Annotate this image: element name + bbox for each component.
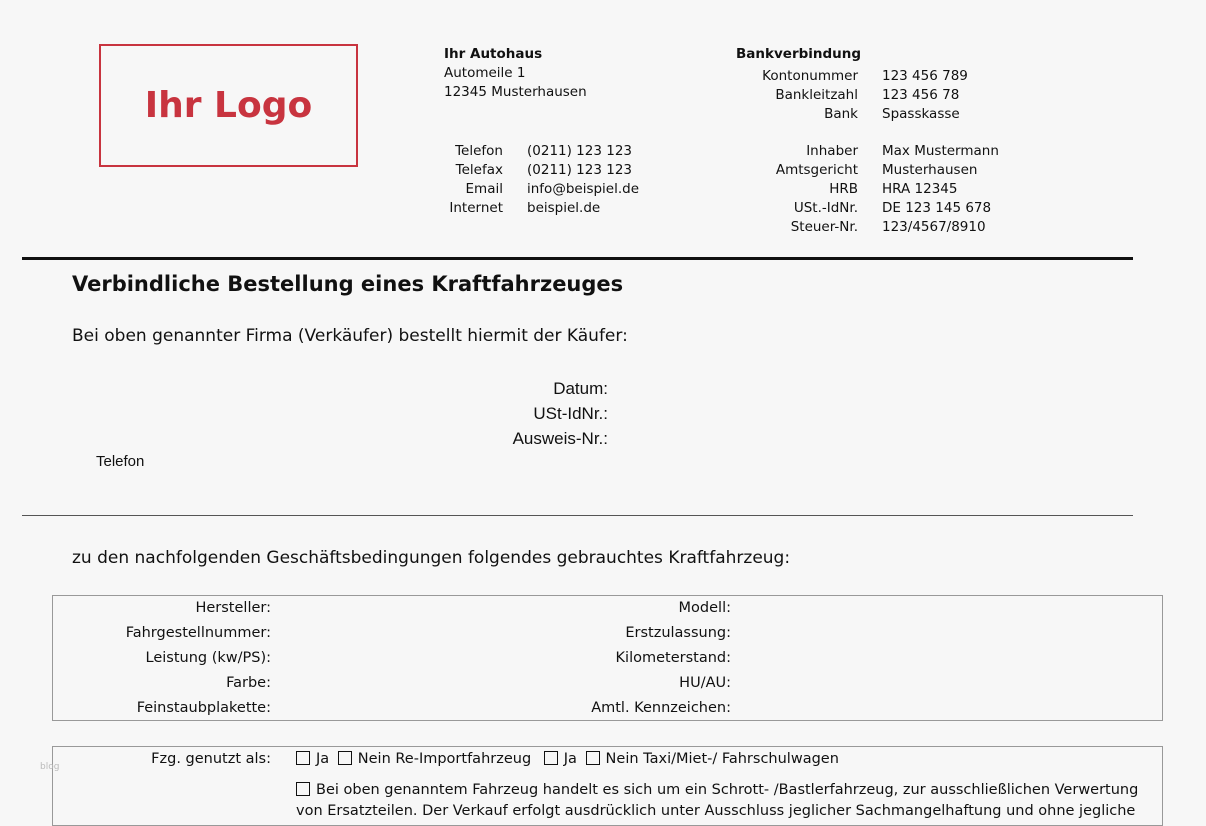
usage-options xyxy=(296,747,839,772)
ja-reimport-label: Ja xyxy=(316,751,330,767)
legal-value: Musterhausen xyxy=(882,162,978,178)
bank-label: Bank xyxy=(824,106,858,122)
legal-label: Steuer-Nr. xyxy=(790,219,858,235)
watermark: blog xyxy=(40,762,60,772)
contact-values xyxy=(527,142,639,218)
legal-label: Inhaber xyxy=(806,143,858,159)
scrap-line-2: von Ersatzteilen. Der Verkauf erfolgt ausdrücklich unter Ausschluss jeglicher Sachmangelhaftung und ohne jegliche xyxy=(296,803,1136,819)
bank-value: Spasskasse xyxy=(882,106,960,122)
contact-phone: (0211) 123 123 xyxy=(527,143,633,159)
vehicle-label: Amtl. Kennzeichen: xyxy=(591,700,731,716)
nein-taxi-label: Nein Taxi/Miet-/ Fahrschulwagen xyxy=(605,751,839,767)
bank-value: 123 456 789 xyxy=(882,68,968,84)
section-divider xyxy=(22,515,1133,516)
buyer-field-date: Datum: xyxy=(553,379,608,398)
legal-value: DE 123 145 678 xyxy=(882,200,992,216)
vehicle-label: Leistung (kw/PS): xyxy=(145,650,271,666)
bank-label: Bankleitzahl xyxy=(775,87,858,103)
bank-labels xyxy=(730,67,858,124)
vehicle-label: Modell: xyxy=(678,600,731,616)
contact-email: info@beispiel.de xyxy=(527,181,640,197)
legal-value: Max Mustermann xyxy=(882,143,999,159)
contact-label: Internet xyxy=(449,200,503,216)
buyer-phone-label: Telefon xyxy=(96,453,145,470)
ja-taxi-label: Ja xyxy=(563,751,577,767)
usage-label: Fzg. genutzt als: xyxy=(151,751,271,767)
scrap-line-1: Bei oben genanntem Fahrzeug handelt es sich um ein Schrott- /Bastlerfahrzeug, zur ausschließlichen Verwertung xyxy=(316,782,1139,798)
contact-label: Telefax xyxy=(455,162,503,178)
bank-label: Kontonummer xyxy=(762,68,858,84)
legal-labels xyxy=(730,142,858,237)
bank-values xyxy=(882,67,968,124)
nein-taxi-checkbox[interactable] xyxy=(586,751,600,765)
contact-label: Telefon xyxy=(455,143,503,159)
nein-reimport-checkbox[interactable] xyxy=(338,751,352,765)
legal-label: HRB xyxy=(829,181,858,197)
vehicle-left-labels xyxy=(60,596,271,721)
bank-heading: Bankverbindung xyxy=(736,46,862,62)
vehicle-label: HU/AU: xyxy=(679,675,731,691)
contact-labels xyxy=(430,142,503,218)
buyer-field-vat: USt-IdNr.: xyxy=(533,404,608,423)
intro-text: Bei oben genannter Firma (Verkäufer) bestellt hiermit der Käufer: xyxy=(72,326,628,346)
legal-values xyxy=(882,142,999,237)
vehicle-label: Fahrgestellnummer: xyxy=(125,625,271,641)
legal-value: HRA 12345 xyxy=(882,181,958,197)
vehicle-label: Hersteller: xyxy=(195,600,271,616)
scrap-vehicle-checkbox[interactable] xyxy=(296,782,310,796)
document-title: Verbindliche Bestellung eines Kraftfahrzeuges xyxy=(72,272,624,296)
company-city: 12345 Musterhausen xyxy=(444,84,587,100)
vehicle-label: Erstzulassung: xyxy=(625,625,731,641)
logo-placeholder xyxy=(99,44,358,167)
vehicle-label: Farbe: xyxy=(226,675,271,691)
contact-label: Email xyxy=(465,181,503,197)
conditions-text: zu den nachfolgenden Geschäftsbedingungen folgendes gebrauchtes Kraftfahrzeug: xyxy=(72,548,791,568)
company-name: Ihr Autohaus xyxy=(444,46,543,62)
ja-reimport-checkbox[interactable] xyxy=(296,751,310,765)
vehicle-label: Feinstaubplakette: xyxy=(136,700,271,716)
contact-fax: (0211) 123 123 xyxy=(527,162,633,178)
company-street: Automeile 1 xyxy=(444,65,526,81)
nein-reimport-label: Nein Re-Importfahrzeug xyxy=(357,751,532,767)
logo-text: Ihr Logo xyxy=(144,85,313,126)
header-divider xyxy=(22,257,1133,260)
buyer-field-id: Ausweis-Nr.: xyxy=(512,429,608,448)
vehicle-label: Kilometerstand: xyxy=(615,650,731,666)
bank-value: 123 456 78 xyxy=(882,87,960,103)
buyer-fields xyxy=(450,376,608,451)
legal-value: 123/4567/8910 xyxy=(882,219,986,235)
vehicle-right-labels xyxy=(520,596,731,721)
legal-label: USt.-IdNr. xyxy=(793,200,858,216)
ja-taxi-checkbox[interactable] xyxy=(544,751,558,765)
contact-website: beispiel.de xyxy=(527,200,601,216)
legal-label: Amtsgericht xyxy=(775,162,858,178)
